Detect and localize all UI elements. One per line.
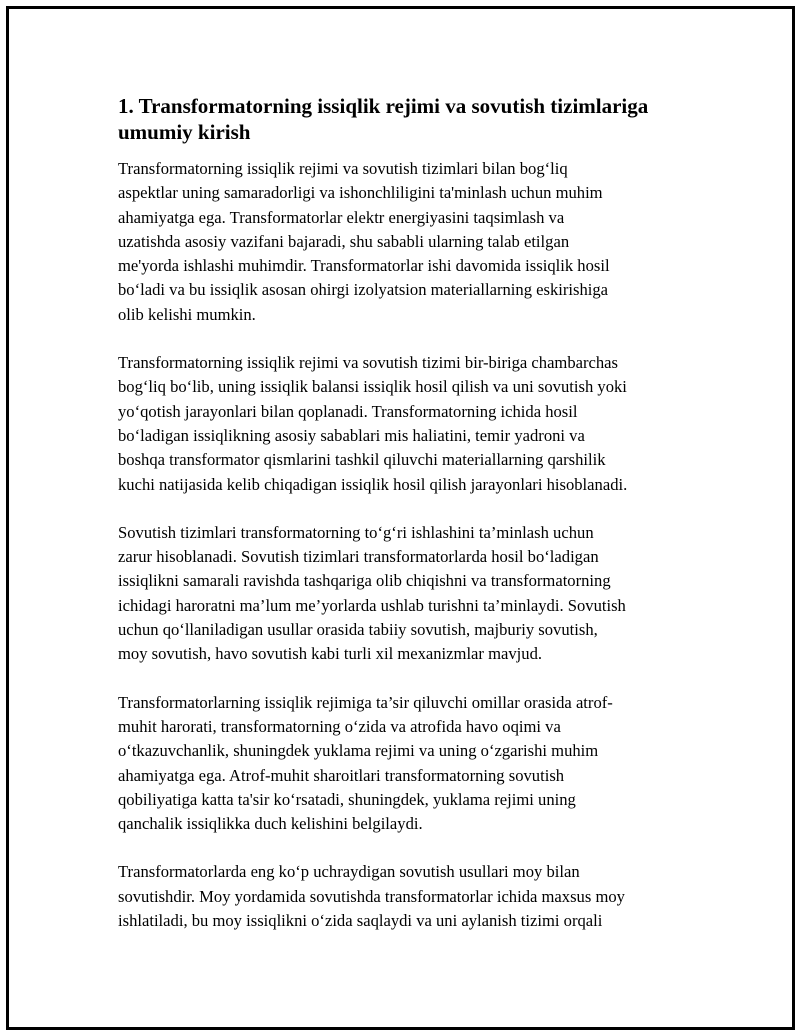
text-line: qanchalik issiqlikka duch kelishini belgilaydi. xyxy=(118,814,423,834)
paragraph-2 xyxy=(118,351,688,497)
text-line: qobiliyatiga katta ta'sir ko‘rsatadi, shuningdek, yuklama rejimi uning xyxy=(118,789,576,809)
text-line: ahamiyatga ega. Atrof-muhit sharoitlari transformatorning sovutish xyxy=(118,765,565,785)
text-line: aspektlar uning samaradorligi va ishonchliligini ta'minlash uchun muhim xyxy=(118,183,603,203)
section-heading xyxy=(118,93,688,145)
text-line: zarur hisoblanadi. Sovutish tizimlari transformatorlarda hosil bo‘ladigan xyxy=(118,547,599,567)
text-line: bo‘ladi va bu issiqlik asosan ohirgi izolyatsion materiallarning eskirishiga xyxy=(118,280,609,300)
text-line: Transformatorlarning issiqlik rejimiga ta’sir qiluvchi omillar orasida atrof- xyxy=(118,692,613,712)
text-line: Transformatorning issiqlik rejimi va sovutish tizimi bir-biriga chambarchas xyxy=(118,353,619,373)
text-line: uzatishda asosiy vazifani bajaradi, shu sababli ularning talab etilgan xyxy=(118,231,570,251)
text-line: Transformatorning issiqlik rejimi va sovutish tizimlari bilan bog‘liq xyxy=(118,159,568,178)
paragraph-1 xyxy=(118,157,688,327)
paragraph-3 xyxy=(118,521,688,667)
text-line: bo‘ladigan issiqlikning asosiy sabablari mis haliatini, temir yadroni va xyxy=(118,425,585,445)
text-line: Transformatorlarda eng ko‘p uchraydigan sovutish usullari moy bilan xyxy=(118,862,580,882)
text-line: ichidagi haroratni ma’lum me’yorlarda ushlab turishni ta’minlaydi. Sovutish xyxy=(118,595,626,615)
text-line: uchun qo‘llaniladigan usullar orasida tabiiy sovutish, majburiy sovutish, xyxy=(118,620,598,640)
heading-line: umumiy kirish xyxy=(118,120,251,144)
text-line: muhit harorati, transformatorning o‘zida va atrofida havo oqimi va xyxy=(118,716,561,736)
text-line: ishlatiladi, bu moy issiqlikni o‘zida saqlaydi va uni aylanish tizimi orqali xyxy=(118,911,603,931)
text-line: sovutishdir. Moy yordamida sovutishda transformatorlar ichida maxsus moy xyxy=(118,886,625,906)
text-line: olib kelishi mumkin. xyxy=(118,304,256,324)
text-line: boshqa transformator qismlarini tashkil qiluvchi materiallarning qarshilik xyxy=(118,450,606,470)
paragraph-4 xyxy=(118,691,688,837)
text-line: o‘tkazuvchanlik, shuningdek yuklama rejimi va uning o‘zgarishi muhim xyxy=(118,741,599,761)
text-line: ahamiyatga ega. Transformatorlar elektr energiyasini taqsimlash va xyxy=(118,207,565,227)
paragraph-5 xyxy=(118,860,688,933)
text-line: bog‘liq bo‘lib, uning issiqlik balansi issiqlik hosil qilish va uni sovutish yoki xyxy=(118,377,627,397)
text-line: moy sovutish, havo sovutish kabi turli xil mexanizmlar mavjud. xyxy=(118,644,543,664)
text-line: me'yorda ishlashi muhimdir. Transformatorlar ishi davomida issiqlik hosil xyxy=(118,256,610,276)
heading-line: 1. Transformatorning issiqlik rejimi va sovutish tizimlariga xyxy=(118,94,649,118)
text-line: kuchi natijasida kelib chiqadigan issiqlik hosil qilish jarayonlari hisoblanadi. xyxy=(118,474,628,494)
text-line: Sovutish tizimlari transformatorning to‘g‘ri ishlashini ta’minlash uchun xyxy=(118,522,594,542)
document-body xyxy=(118,93,688,957)
text-line: yo‘qotish jarayonlari bilan qoplanadi. Transformatorning ichida hosil xyxy=(118,401,578,421)
text-line: issiqlikni samarali ravishda tashqariga olib chiqishni va transformatorning xyxy=(118,571,611,591)
